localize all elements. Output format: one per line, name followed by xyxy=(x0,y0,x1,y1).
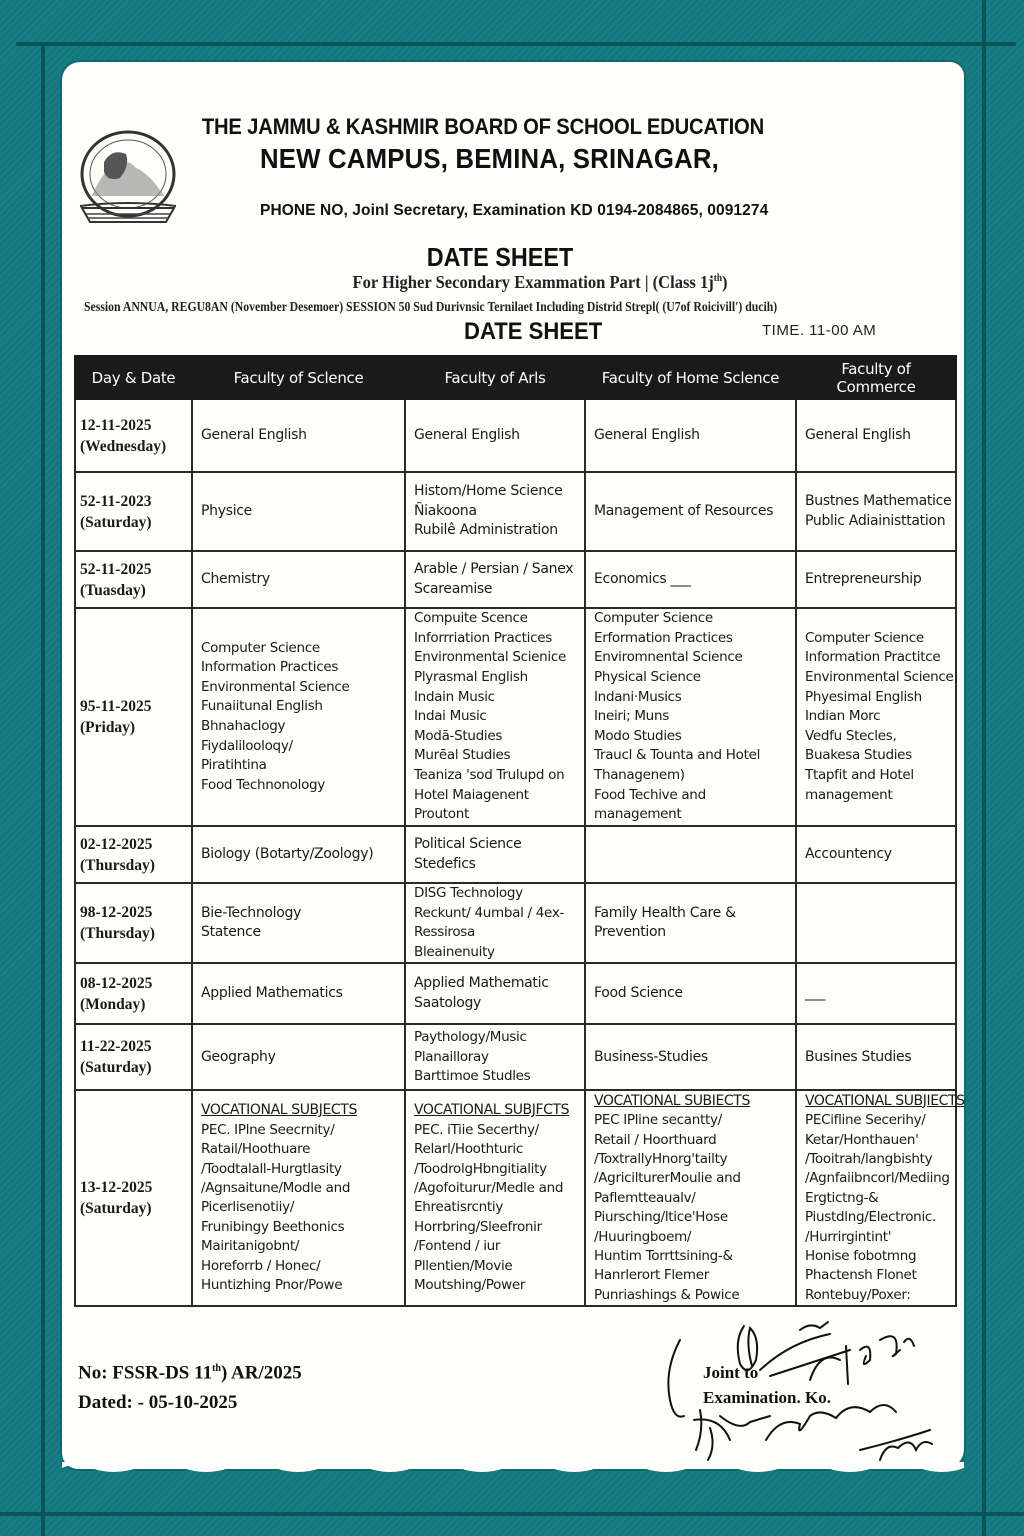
subject: PECifline Secerihy/ xyxy=(805,1112,926,1129)
jkbose-emblem-icon xyxy=(74,126,182,234)
frame-line-left xyxy=(41,42,45,1536)
subject: Horrbring/Sleefronir xyxy=(414,1218,542,1235)
subject: Ehreatisrcntiy xyxy=(414,1199,504,1216)
subject: Management of Resources xyxy=(594,502,774,519)
commerce-cell xyxy=(796,608,956,826)
subject: General English xyxy=(201,426,307,443)
signatory-title: Joint to xyxy=(703,1363,759,1382)
subject: Honise fobotmng xyxy=(805,1247,917,1264)
subject: Phactensh Flonet xyxy=(805,1267,917,1284)
subject: Barttimoe Studles xyxy=(414,1068,531,1085)
subject: Histom/Home Science xyxy=(414,483,563,500)
exam-date: 52-11-2025 xyxy=(80,560,152,578)
date-cell xyxy=(75,963,192,1024)
subject: Indani·Musics xyxy=(594,688,682,705)
exam-day: (Wednesday) xyxy=(80,437,167,455)
subject: Punriashings & Powice xyxy=(594,1286,740,1303)
subject: Proutont xyxy=(414,806,469,823)
subject: Traucl & Tounta and Hotel xyxy=(594,747,761,764)
arts-cell xyxy=(405,883,585,963)
subject: Information Practices xyxy=(201,659,339,676)
vocational-heading: VOCATIONAL SUBJIECTS xyxy=(805,1092,965,1109)
home-science-cell xyxy=(585,399,796,472)
table-row xyxy=(75,963,956,1024)
subject: /ToxtrallyHnorg'tailty xyxy=(594,1150,728,1167)
subject: Pllentien/Movie xyxy=(414,1257,513,1274)
date-sheet-table xyxy=(74,355,965,1307)
subject: /ToodrolgHbngitiality xyxy=(414,1160,547,1177)
commerce-cell xyxy=(796,826,956,883)
subject: Frunibingy Beethonics xyxy=(201,1218,345,1235)
arts-cell xyxy=(405,963,585,1024)
table-row xyxy=(75,1024,956,1090)
subject: Busines Studies xyxy=(805,1048,912,1065)
subject: Ergtictng-& xyxy=(805,1189,879,1206)
subject: PEC. IPlne Seecrnity/ xyxy=(201,1121,335,1138)
home-science-cell xyxy=(585,1090,796,1306)
subject: Piustdlng/Electronic. xyxy=(805,1209,937,1226)
subject: Indain Music xyxy=(414,688,495,705)
subject: Applied Mathematic xyxy=(414,975,549,992)
subject: Information Practitce xyxy=(805,649,941,666)
column-header: Faculty of Sclence xyxy=(192,356,405,399)
arts-cell xyxy=(405,551,585,608)
subject: Huntim Torrttsining-& xyxy=(594,1247,733,1264)
subject: Statence xyxy=(201,924,261,941)
subject: Piratihtina xyxy=(201,757,267,774)
table-row xyxy=(75,472,956,551)
reference-block xyxy=(78,1354,302,1418)
subject: Bleainenuity xyxy=(414,943,495,960)
subject: Stedefics xyxy=(414,855,476,872)
frame-line-right xyxy=(982,0,986,1536)
column-header: Faculty of Home Sclence xyxy=(585,356,796,399)
subject: Rubilê Administration xyxy=(414,522,558,539)
home-science-cell xyxy=(585,1024,796,1090)
subject: /Agofoiturur/Medle and xyxy=(414,1180,564,1197)
exam-day: (Saturday) xyxy=(80,513,152,531)
exam-time: TIME. 11-00 AM xyxy=(762,322,877,339)
subject: DISG Technology xyxy=(414,885,523,901)
subject: Huntizhing Pnor/Powe xyxy=(201,1277,343,1294)
subject: Murēal Studies xyxy=(414,747,511,764)
table-row xyxy=(75,1090,956,1306)
subject: Moutshing/Power xyxy=(414,1277,526,1294)
subject: Hanrlerort Flemer xyxy=(594,1267,709,1284)
subject: Ressirosa xyxy=(414,924,476,941)
subject: Horeforrb / Honec/ xyxy=(201,1257,321,1274)
home-science-cell xyxy=(585,963,796,1024)
subject: Saatology xyxy=(414,994,482,1011)
subject: Food Technonology xyxy=(201,776,326,793)
subject: Piursching/ltice'Hose xyxy=(594,1209,728,1226)
subject: Environmental Scienice xyxy=(414,649,566,666)
exam-date: 12-11-2025 xyxy=(80,416,152,434)
subject: /Agnfaiibncorl/Mediing xyxy=(805,1170,950,1187)
exam-day: (Thursday) xyxy=(80,856,155,874)
table-row xyxy=(75,826,956,883)
subject: Vedfu Stecles, xyxy=(805,727,897,744)
subject: Modo Studies xyxy=(594,727,682,744)
subject: Indai Music xyxy=(414,708,487,725)
subject: management xyxy=(594,806,682,823)
science-cell xyxy=(192,1090,405,1306)
subject: Public Adiainisttation xyxy=(805,512,946,529)
arts-cell xyxy=(405,826,585,883)
subject: General English xyxy=(414,426,520,443)
exam-subtitle: For Higher Secondary Exammation Part | (Class $1j^{th}$) xyxy=(352,272,728,292)
subject: Chemistry xyxy=(201,570,270,587)
signatory-block xyxy=(703,1360,831,1410)
issue-date: Dated: - 05-10-2025 xyxy=(78,1392,238,1414)
signatory-office: Examination. Ko. xyxy=(703,1388,831,1407)
subject: /Tooitrah/langbishty xyxy=(805,1150,933,1167)
date-cell xyxy=(75,608,192,826)
home-science-cell xyxy=(585,551,796,608)
exam-date: 98-12-2025 xyxy=(80,904,153,922)
science-cell xyxy=(192,472,405,551)
exam-date: 08-12-2025 xyxy=(80,974,153,992)
subject: Political Science xyxy=(414,835,522,852)
exam-date: 11-22-2025 xyxy=(80,1038,152,1056)
subject: Mairitanigobnt/ xyxy=(201,1238,300,1255)
subject: Food Science xyxy=(594,985,683,1002)
table-row xyxy=(75,883,956,963)
subject: Geography xyxy=(201,1048,276,1065)
subject: Applied Mathematics xyxy=(201,985,343,1002)
board-address: NEW CAMPUS, BEMINA, SRINAGAR, xyxy=(260,143,720,174)
subject: Computer Science xyxy=(201,639,320,656)
table-header-row xyxy=(75,356,956,399)
phone-line: PHONE NO, Joinl Secretary, Examination KD 0194-2084865, 0091274 xyxy=(260,202,769,219)
subject: Fiydalilooloqy/ xyxy=(201,737,293,754)
subject: Ñiakoona xyxy=(414,502,477,519)
exam-day: (Saturday) xyxy=(80,1200,152,1218)
arts-cell xyxy=(405,399,585,472)
date-cell xyxy=(75,1024,192,1090)
subject: Business-Studies xyxy=(594,1048,708,1065)
subject: Retail / Hoorthuard xyxy=(594,1131,717,1148)
subject: Planailloray xyxy=(414,1048,489,1065)
subject: Food Techive and xyxy=(594,786,706,803)
arts-cell xyxy=(405,1024,585,1090)
subject: Paythology/Music xyxy=(414,1028,527,1045)
reference-number: No: FSSR-DS 11th) AR/2025 xyxy=(78,1362,302,1384)
document-title: DATE SHEET xyxy=(426,242,574,272)
subject: Plyrasmal English xyxy=(414,669,528,686)
subject: Teaniza 'sod Trulupd on xyxy=(414,766,565,783)
subject: Biology (Botarty/Zoology) xyxy=(201,845,374,862)
exam-day: (Saturday) xyxy=(80,1059,152,1077)
exam-date: 95-11-2025 xyxy=(80,698,152,715)
column-header: Faculty of Commerce xyxy=(796,356,956,399)
subject: Reckunt/ 4umbal / 4ex- xyxy=(414,904,565,921)
subject: Environmental Science xyxy=(201,678,350,695)
science-cell xyxy=(192,826,405,883)
subject: Physical Science xyxy=(594,669,701,686)
subject: Scareamise xyxy=(414,580,493,597)
subject: Ketar/Honthauen' xyxy=(805,1131,919,1148)
session-line: Session ANNUA, REGU8AN (November Desemoer) SESSION 50 Sud Durivnsic Ternilaet Including Distrid Strepl( (U7of Roicivill') ducih) xyxy=(84,299,778,314)
subject: Economics ___ xyxy=(594,570,691,587)
home-science-cell xyxy=(585,608,796,826)
commerce-cell xyxy=(796,551,956,608)
exam-day: (Monday) xyxy=(80,995,146,1013)
exam-date: 02-12-2025 xyxy=(80,835,153,853)
subject: Family Health Care & xyxy=(594,904,736,921)
subject: Prevention xyxy=(594,924,666,941)
subject: General English xyxy=(594,426,700,443)
science-cell xyxy=(192,608,405,826)
subject: Bhnahaclogy xyxy=(201,718,286,734)
subject: Ineiri; Muns xyxy=(594,708,669,725)
subject: Hotel Maiagenent xyxy=(414,786,529,803)
subject: Rontebuy/Poxer: xyxy=(805,1286,911,1303)
subject: Paflemtteaualv/ xyxy=(594,1189,696,1206)
column-header: Day & Date xyxy=(75,356,192,399)
subject: Computer Science xyxy=(805,629,924,646)
arts-cell xyxy=(405,472,585,551)
subject: Physice xyxy=(201,502,252,519)
date-cell xyxy=(75,399,192,472)
subject: Ratail/Hoothuare xyxy=(201,1141,311,1158)
home-science-cell xyxy=(585,826,796,883)
table-row xyxy=(75,399,956,472)
table-row xyxy=(75,608,956,826)
date-cell xyxy=(75,551,192,608)
commerce-cell xyxy=(796,1024,956,1090)
exam-day: (Tuasday) xyxy=(80,581,146,599)
science-cell xyxy=(192,963,405,1024)
subject: Enviromnental Science xyxy=(594,649,743,666)
date-cell xyxy=(75,1090,192,1306)
science-cell xyxy=(192,399,405,472)
arts-cell xyxy=(405,1090,585,1306)
commerce-cell xyxy=(796,883,956,963)
subject: Entrepreneurship xyxy=(805,570,922,587)
arts-cell xyxy=(405,608,585,826)
subject: management xyxy=(805,786,893,803)
exam-date: 13-12-2025 xyxy=(80,1179,153,1197)
subject: /Agnsaitune/Modle and xyxy=(201,1180,351,1197)
subject: Modā-Studies xyxy=(414,727,503,744)
subject: Accountency xyxy=(805,845,892,862)
science-cell xyxy=(192,1024,405,1090)
subject: /Fontend / iur xyxy=(414,1238,501,1255)
subject: General English xyxy=(805,426,911,443)
subject: /Toodtalall-Hurgtlasity xyxy=(201,1160,342,1177)
commerce-cell xyxy=(796,472,956,551)
subject: Bie-Technology xyxy=(201,904,302,921)
frame-line-bottom xyxy=(0,1512,1024,1516)
date-cell xyxy=(75,472,192,551)
board-name: THE JAMMU & KASHMIR BOARD OF SCHOOL EDUCATION xyxy=(201,114,765,139)
table-row xyxy=(75,551,956,608)
column-header: Faculty of Arls xyxy=(405,356,585,399)
science-cell xyxy=(192,551,405,608)
vocational-heading: VOCATIONAL SUBJECTS xyxy=(201,1102,357,1119)
subject: /Huuringboem/ xyxy=(594,1228,692,1245)
subject: Phyesimal English xyxy=(805,688,922,705)
home-science-cell xyxy=(585,883,796,963)
vocational-heading: VOCATIONAL SUBJFCTS xyxy=(414,1102,570,1119)
exam-day: (Priday) xyxy=(80,719,136,736)
subject: Computer Science xyxy=(594,610,713,627)
subject: Funaiitunal English xyxy=(201,698,323,715)
exam-date: 52-11-2023 xyxy=(80,492,152,510)
subject: Compuite Scence xyxy=(414,610,528,627)
subject: Relarl/Hoothturic xyxy=(414,1141,523,1158)
subject: Buakesa Studies xyxy=(805,747,912,764)
subject: Arable / Persian / Sanex xyxy=(414,560,574,577)
subject: Picerlisenotiiy/ xyxy=(201,1199,295,1216)
vocational-heading: VOCATIONAL SUBIECTS xyxy=(594,1092,750,1109)
subject: Erformation Practices xyxy=(594,629,733,646)
subject: Ttapfit and Hotel xyxy=(805,766,914,783)
date-cell xyxy=(75,883,192,963)
commerce-cell xyxy=(796,963,956,1024)
commerce-cell xyxy=(796,399,956,472)
subject: /AgricilturerMoulie and xyxy=(594,1170,741,1187)
commerce-cell xyxy=(796,1090,965,1306)
subject: Inforrriation Practices xyxy=(414,629,552,646)
subject: PEC IPline secantty/ xyxy=(594,1112,722,1129)
subject: Thanagenem) xyxy=(594,766,685,783)
subject: /Hurrirgintint' xyxy=(805,1228,892,1245)
subject: ___ xyxy=(805,985,826,1002)
home-science-cell xyxy=(585,472,796,551)
exam-day: (Thursday) xyxy=(80,925,155,943)
science-cell xyxy=(192,883,405,963)
frame-line-top xyxy=(16,42,1016,46)
date-sheet-heading: DATE SHEET xyxy=(464,318,603,345)
subject: Bustnes Mathematice xyxy=(805,492,952,509)
date-cell xyxy=(75,826,192,883)
subject: Indian Morc xyxy=(805,708,881,725)
subject: PEC. iTiie Secerthy/ xyxy=(414,1121,539,1138)
subject: Environmental Science xyxy=(805,669,954,686)
